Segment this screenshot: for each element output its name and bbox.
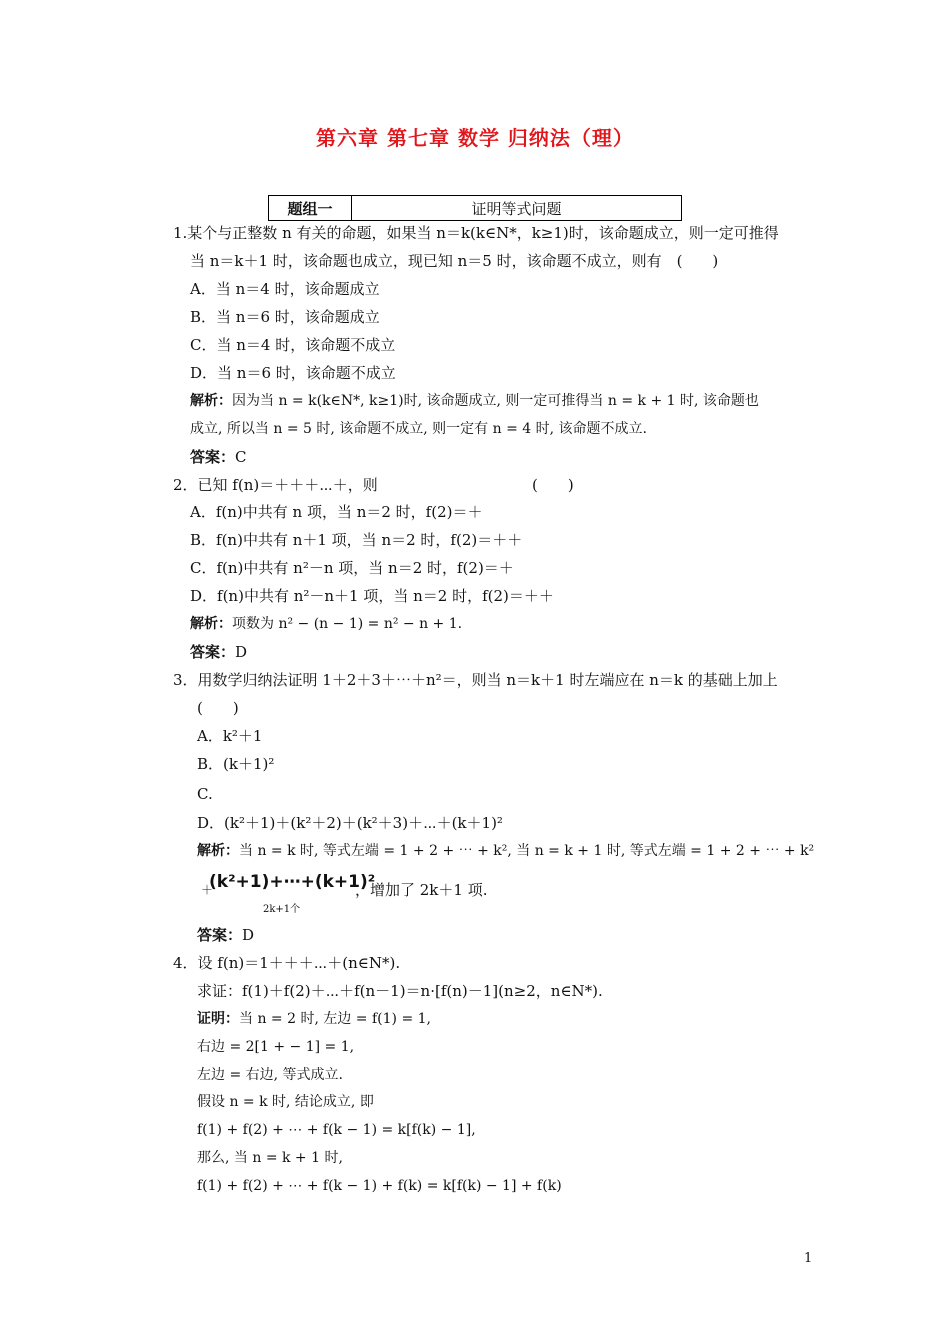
q2-option-d: D．f(n)中共有 n²－n＋1 项，当 n＝2 时，f(2)＝＋＋ — [190, 587, 554, 605]
analysis-text: 因为当 n = k(k∈N*, k≥1)时, 该命题成立, 则一定可推得当 n = k + 1 时, 该命题也 — [232, 393, 759, 409]
q2-analysis — [190, 614, 462, 634]
q3-answer — [197, 925, 254, 945]
q1-option-c: C．当 n＝4 时，该命题不成立 — [190, 336, 396, 354]
q2-stem: 2．已知 f(n)＝＋＋＋⋯＋，则 — [173, 476, 378, 494]
q3-analysis-line1 — [197, 841, 814, 861]
analysis-label: 解析： — [197, 843, 239, 859]
underbrace-label: 2k+1个 — [263, 904, 301, 915]
topic-group-table — [268, 195, 682, 221]
answer-label: 答案： — [190, 643, 236, 661]
answer-value: D — [235, 643, 248, 661]
q1-stem-line1: 1.某个与正整数 n 有关的命题，如果当 n＝k(k∈N*，k≥1)时，该命题成立，则一定可推得 — [173, 224, 779, 242]
proof-text: 当 n = 2 时, 左边 = f(1) = 1, — [239, 1011, 431, 1027]
answer-value: C — [235, 448, 247, 466]
q3-analysis-line2: ，增加了 2k＋1 项. — [355, 881, 488, 899]
q3-option-c: C. — [197, 785, 213, 803]
q1-option-a: A．当 n＝4 时，该命题成立 — [190, 280, 380, 298]
q3-option-d: D．(k²＋1)＋(k²＋2)＋(k²＋3)＋⋯＋(k＋1)² — [197, 814, 503, 832]
q4-proof-line7: f(1) + f(2) + ⋯ + f(k − 1) + f(k) = k[f(k) − 1] + f(k) — [197, 1178, 562, 1194]
underbrace-expression: (k²+1)+⋯+(k+1)² — [209, 872, 376, 892]
q1-analysis-line2: 成立, 所以当 n = 5 时, 该命题不成立, 则一定有 n = 4 时, 该命题不成立. — [190, 421, 647, 437]
q4-claim: 求证：f(1)＋f(2)＋⋯＋f(n－1)＝n·[f(n)－1](n≥2，n∈N*). — [197, 982, 603, 1000]
q4-proof-line4: 假设 n = k 时, 结论成立, 即 — [197, 1094, 374, 1110]
q4-proof-line3: 左边 = 右边, 等式成立. — [197, 1067, 343, 1083]
q3-analysis-plus: ＋ — [201, 883, 214, 897]
q2-option-b: B．f(n)中共有 n＋1 项，当 n＝2 时，f(2)＝＋＋ — [190, 531, 523, 549]
proof-label: 证明： — [197, 1011, 239, 1027]
answer-value: D — [242, 926, 255, 944]
analysis-text: 当 n = k 时, 等式左端 = 1 + 2 + ⋯ + k², 当 n = k + 1 时, 等式左端 = 1 + 2 + ⋯ + k² — [239, 843, 815, 859]
q1-option-d: D．当 n＝6 时，该命题不成立 — [190, 364, 396, 382]
answer-label: 答案： — [197, 926, 243, 944]
q1-stem-line2: 当 n＝k＋1 时，该命题也成立，现已知 n＝5 时，该命题不成立，则有 ( ) — [190, 252, 719, 270]
q3-option-b: B．(k＋1)² — [197, 755, 275, 773]
analysis-label: 解析： — [190, 393, 232, 409]
page-title: 第六章 第七章 数学 归纳法（理） — [316, 126, 634, 150]
q4-proof-line2: 右边 = 2[1 + − 1] = 1, — [197, 1039, 355, 1055]
q4-stem: 4．设 f(n)＝1＋＋＋⋯＋(n∈N*). — [173, 954, 401, 972]
q1-analysis-line1 — [190, 391, 759, 411]
q1-answer — [190, 447, 247, 467]
q1-option-b: B．当 n＝6 时，该命题成立 — [190, 308, 380, 326]
answer-label: 答案： — [190, 448, 236, 466]
q2-option-a: A．f(n)中共有 n 项，当 n＝2 时，f(2)＝＋ — [190, 503, 483, 521]
q3-stem-line2: ( ) — [197, 699, 239, 717]
q3-stem-line1: 3．用数学归纳法证明 1＋2＋3＋⋯＋n²＝，则当 n＝k＋1 时左端应在 n＝k 的基础上加上 — [173, 671, 778, 689]
q2-option-c: C．f(n)中共有 n²－n 项，当 n＝2 时，f(2)＝＋ — [190, 559, 514, 577]
q4-proof-line6: 那么, 当 n = k + 1 时, — [197, 1150, 343, 1166]
group-topic: 证明等式问题 — [352, 196, 682, 221]
q4-proof-line5: f(1) + f(2) + ⋯ + f(k − 1) = k[f(k) − 1], — [197, 1122, 476, 1138]
q2-answer — [190, 642, 247, 662]
page-number: 1 — [804, 1251, 813, 1266]
q3-option-a: A．k²＋1 — [197, 727, 263, 745]
group-label: 题组一 — [269, 196, 352, 221]
analysis-text: 项数为 n² − (n − 1) = n² − n + 1. — [232, 616, 463, 632]
analysis-label: 解析： — [190, 616, 232, 632]
q4-proof-line1 — [197, 1009, 431, 1029]
q2-answer-bracket: ( ) — [532, 476, 574, 494]
